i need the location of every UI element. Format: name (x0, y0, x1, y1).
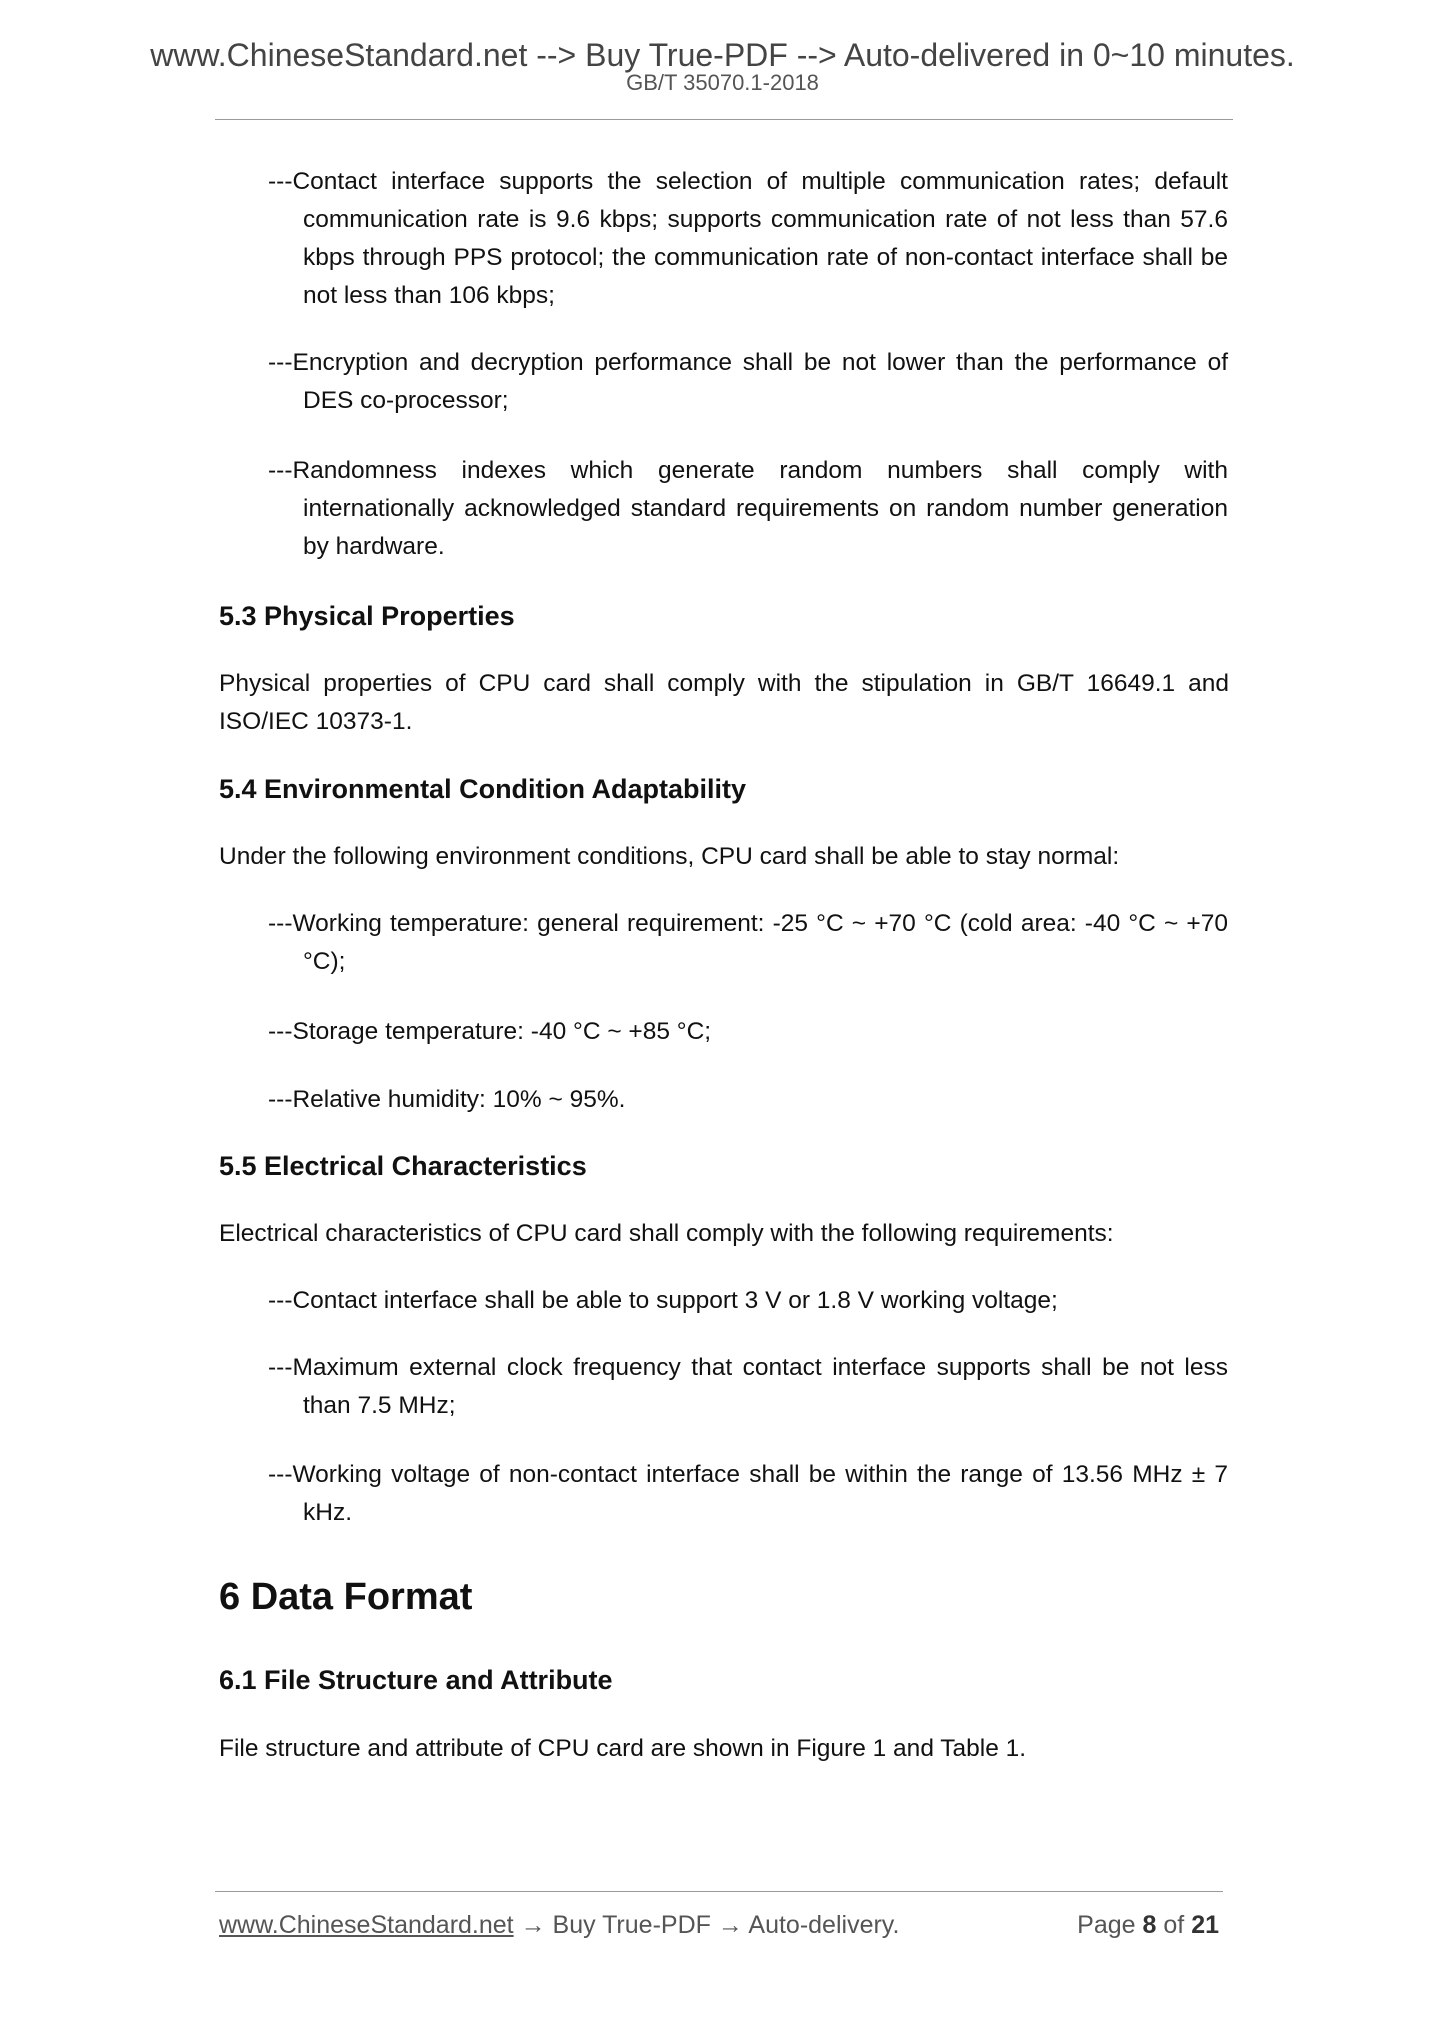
of-word: of (1163, 1911, 1185, 1939)
header-divider (215, 119, 1233, 120)
heading-5-3: 5.3 Physical Properties (219, 601, 515, 631)
paragraph-5-3: Physical properties of CPU card shall comply with the stipulation in GB/T 16649.1 and ISO/IEC 10373-1. (219, 670, 1229, 735)
bullet-working-temperature: ---Working temperature: general requirement: -25 °C ~ +70 °C (cold area: -40 °C ~ +70 °C); (268, 910, 1228, 975)
top-banner[interactable]: www.ChineseStandard.net --> Buy True-PDF --> Auto-delivered in 0~10 minutes. (150, 37, 1295, 73)
bullet-contact-rates: ---Contact interface supports the selection of multiple communication rates; default communication rate is 9.6 kbps; supports communication rate of not less than 57.6 kbps through PPS protocol; the communication rate of non-contact interface shall be not less than 106 kbps; (268, 168, 1228, 309)
total-pages: 21 (1191, 1911, 1219, 1939)
document-id: GB/T 35070.1-2018 (626, 70, 819, 95)
page-word: Page (1077, 1911, 1136, 1939)
bullet-clock-frequency: ---Maximum external clock frequency that contact interface supports shall be not less than 7.5 MHz; (268, 1354, 1228, 1419)
heading-5-5: 5.5 Electrical Characteristics (219, 1151, 587, 1181)
footer-tagline: → Buy True-PDF → Auto-delivery. (513, 1911, 900, 1939)
bullet-relative-humidity: ---Relative humidity: 10% ~ 95%. (268, 1086, 626, 1113)
footer-left (219, 1908, 899, 1942)
footer-page-number (1077, 1908, 1219, 1942)
paragraph-5-5-intro: Electrical characteristics of CPU card shall comply with the following requirements: (219, 1220, 1114, 1247)
bullet-contact-voltage: ---Contact interface shall be able to support 3 V or 1.8 V working voltage; (268, 1287, 1058, 1314)
footer-divider (215, 1891, 1223, 1892)
paragraph-6-1: File structure and attribute of CPU card are shown in Figure 1 and Table 1. (219, 1735, 1027, 1762)
heading-6: 6 Data Format (219, 1576, 473, 1618)
heading-5-4: 5.4 Environmental Condition Adaptability (219, 774, 747, 804)
paragraph-5-4-intro: Under the following environment conditions, CPU card shall be able to stay normal: (219, 843, 1120, 870)
current-page: 8 (1142, 1911, 1157, 1939)
bullet-randomness: ---Randomness indexes which generate random numbers shall comply with internationally acknowledged standard requirements on random number generation by hardware. (268, 457, 1228, 560)
footer-site-link[interactable]: www.ChineseStandard.net (219, 1911, 514, 1939)
heading-6-1: 6.1 File Structure and Attribute (219, 1665, 613, 1695)
bullet-storage-temperature: ---Storage temperature: -40 °C ~ +85 °C; (268, 1018, 712, 1045)
bullet-noncontact-voltage: ---Working voltage of non-contact interface shall be within the range of 13.56 MHz ± 7 kHz. (268, 1461, 1228, 1526)
bullet-encryption: ---Encryption and decryption performance shall be not lower than the performance of DES co-processor; (268, 349, 1228, 414)
